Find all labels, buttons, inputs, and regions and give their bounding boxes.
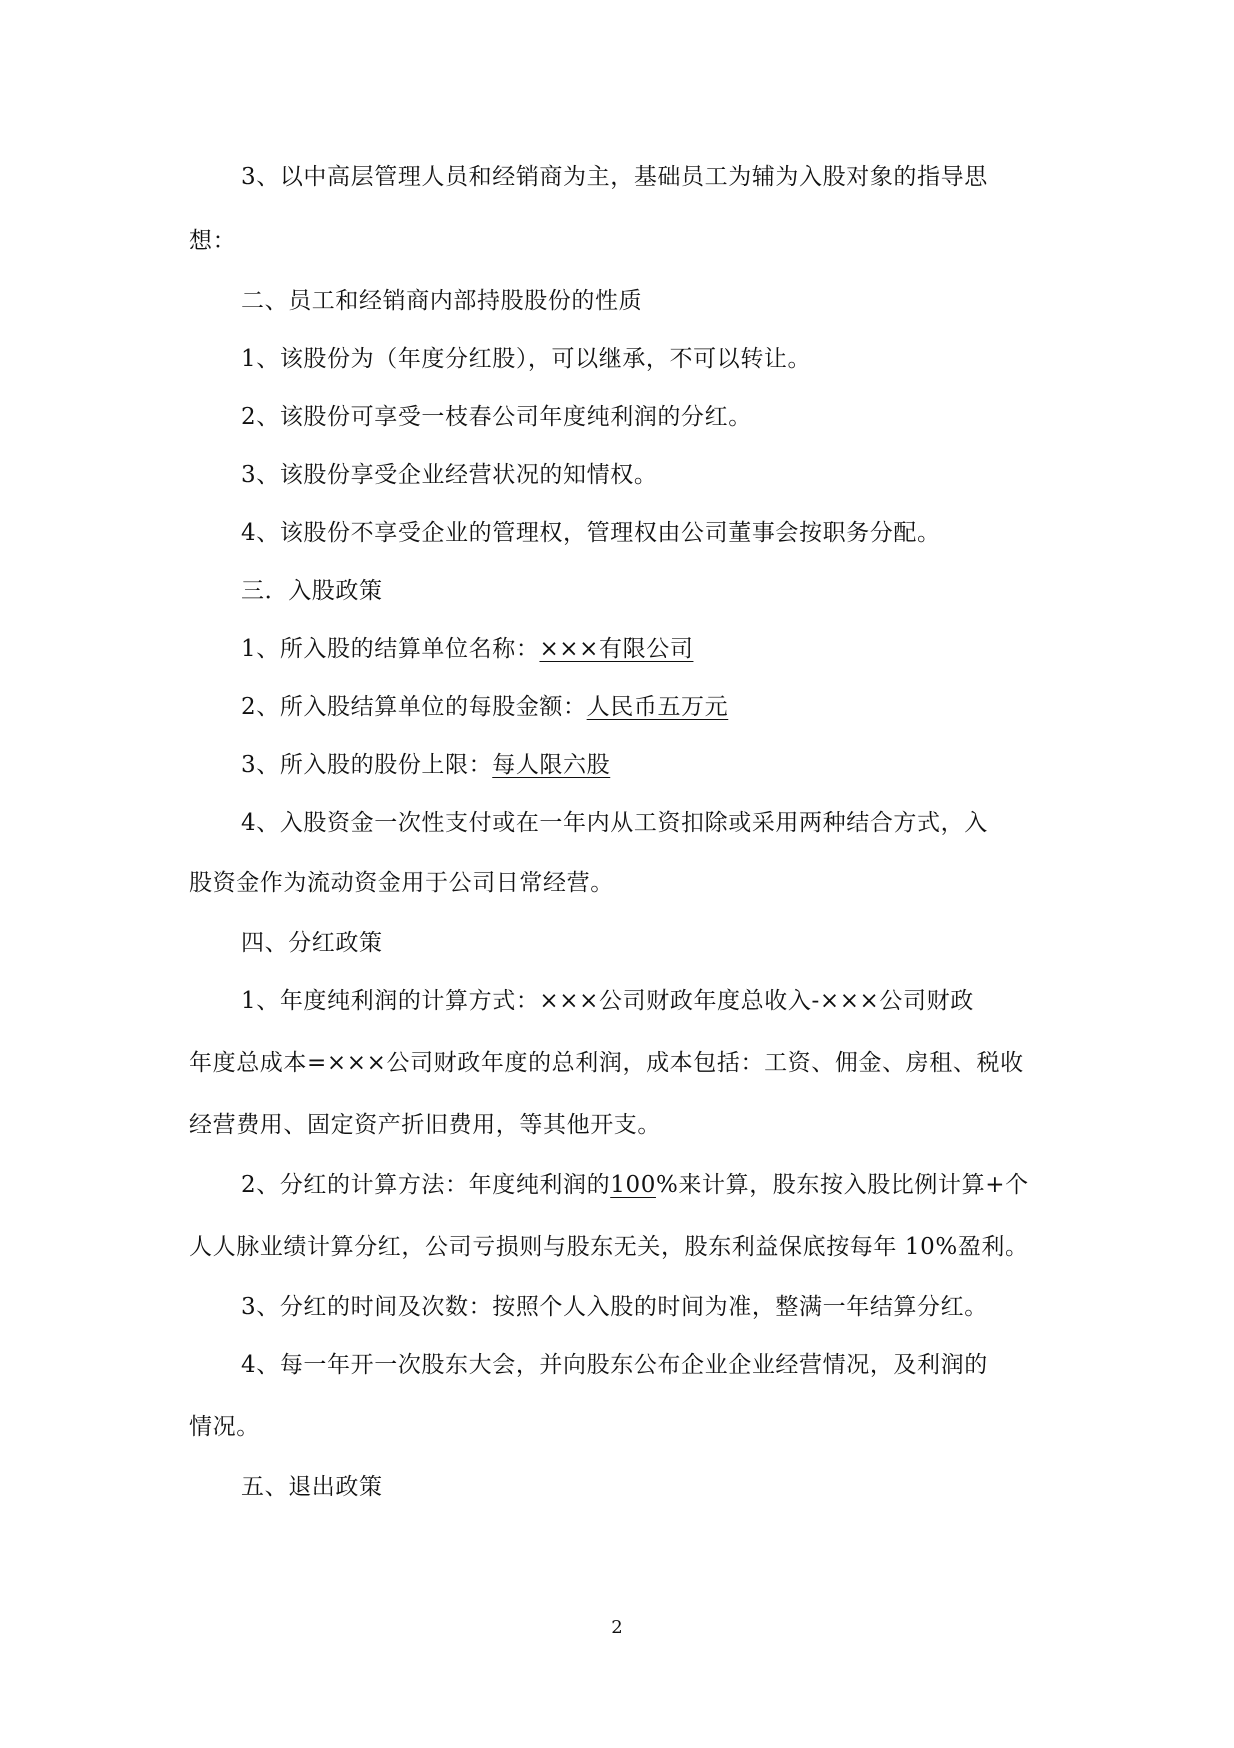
paragraph-line: 3、以中高层管理人员和经销商为主，基础员工为辅为入股对象的指导思 — [241, 164, 988, 190]
field-label: 2、所入股结算单位的每股金额： — [241, 694, 587, 720]
paragraph-line: 4、入股资金一次性支付或在一年内从工资扣除或采用两种结合方式，入 — [241, 810, 988, 836]
paragraph-line: 年度总成本=×××公司财政年度的总利润，成本包括：工资、佣金、房租、税收 — [189, 1050, 1024, 1076]
paragraph-line: 3、该股份享受企业经营状况的知情权。 — [241, 462, 658, 488]
section-heading: 四、分红政策 — [241, 930, 383, 956]
paragraph-line: 想： — [189, 228, 237, 254]
paragraph-line: 经营费用、固定资产折旧费用，等其他开支。 — [189, 1112, 661, 1138]
paragraph-line: 1、年度纯利润的计算方式：×××公司财政年度总收入-×××公司财政 — [241, 988, 974, 1014]
field-value: ×××有限公司 — [539, 636, 694, 662]
section-heading: 二、员工和经销商内部持股股份的性质 — [241, 288, 643, 314]
paragraph-line: 4、每一年开一次股东大会，并向股东公布企业企业经营情况，及利润的 — [241, 1352, 988, 1378]
paragraph-line — [241, 634, 693, 664]
paragraph-line — [241, 750, 610, 780]
section-heading: 五、退出政策 — [241, 1474, 383, 1500]
paragraph-line: 1、该股份为（年度分红股），可以继承，不可以转让。 — [241, 346, 812, 372]
section-heading: 三．入股政策 — [241, 578, 383, 604]
field-label: 1、所入股的结算单位名称： — [241, 636, 540, 662]
text-run: 2、分红的计算方法：年度纯利润的 — [241, 1172, 611, 1198]
paragraph-line: 人人脉业绩计算分红，公司亏损则与股东无关，股东利益保底按每年 10%盈利。 — [189, 1234, 1029, 1260]
paragraph-line: 4、该股份不享受企业的管理权，管理权由公司董事会按职务分配。 — [241, 520, 941, 546]
paragraph-line: 2、该股份可享受一枝春公司年度纯利润的分红。 — [241, 404, 752, 430]
text-run: %来计算，股东按入股比例计算+个 — [655, 1172, 1029, 1198]
field-value: 人民币五万元 — [586, 694, 729, 720]
field-value: 每人限六股 — [492, 752, 611, 778]
paragraph-line — [241, 1170, 1029, 1200]
percent-value: 100 — [610, 1172, 656, 1198]
paragraph-line: 股资金作为流动资金用于公司日常经营。 — [189, 870, 614, 896]
paragraph-line: 情况。 — [189, 1414, 260, 1440]
paragraph-line — [241, 692, 728, 722]
page-number: 2 — [611, 1617, 623, 1638]
field-label: 3、所入股的股份上限： — [241, 752, 493, 778]
paragraph-line: 3、分红的时间及次数：按照个人入股的时间为准，整满一年结算分红。 — [241, 1294, 988, 1320]
